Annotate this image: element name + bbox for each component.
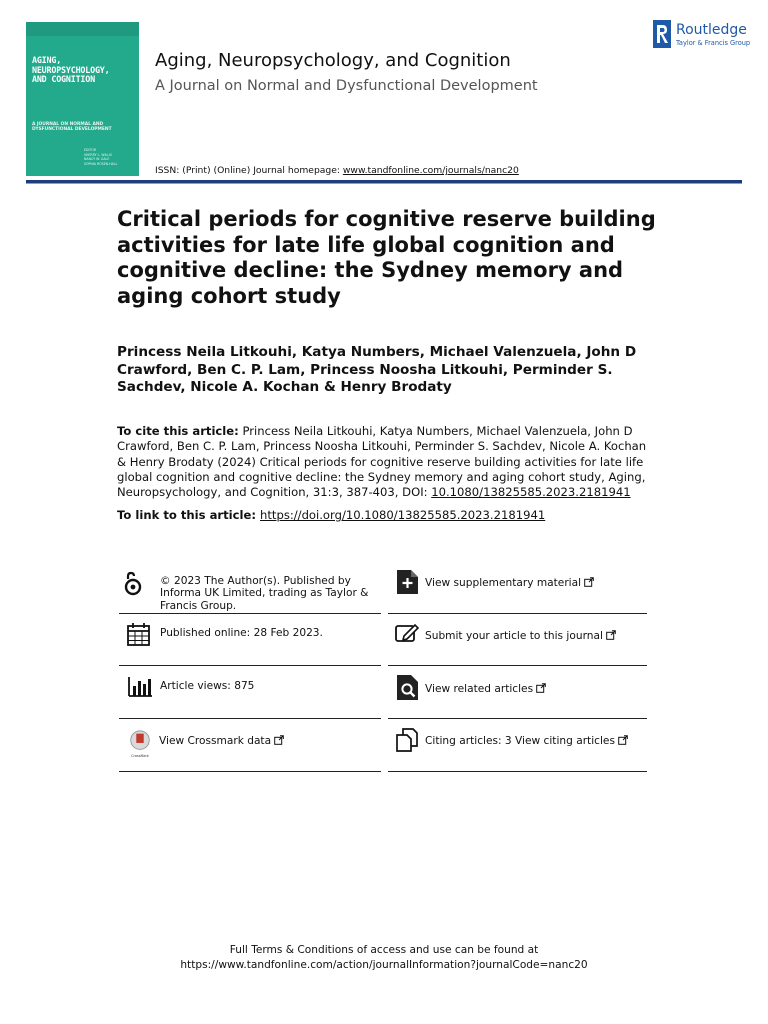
grid-divider <box>388 771 647 772</box>
article-authors: Princess Neila Litkouhi, Katya Numbers, Michael Valenzuela, John D Crawford, Ben C. P. Lam, Princess Noosha Litkouhi, Perminder S. Sachdev, Nicole A. Kochan & Henry Brodaty <box>117 344 637 395</box>
footer-terms-url[interactable]: https://www.tandfonline.com/action/journalInformation?journalCode=nanc20 <box>180 959 588 971</box>
cover-subtitle: A JOURNAL ON NORMAL AND DYSFUNCTIONAL DEVELOPMENT <box>32 122 112 132</box>
related-text <box>425 683 645 695</box>
issn-line <box>155 165 519 176</box>
supplementary-label[interactable]: View supplementary material <box>425 577 582 589</box>
external-link-icon <box>584 577 594 587</box>
cite-label: To cite this article: <box>117 424 239 438</box>
published-text: Published online: 28 Feb 2023. <box>160 627 323 639</box>
crossmark-icon <box>127 729 153 755</box>
submit-text <box>425 630 645 642</box>
document-plus-icon <box>395 570 421 596</box>
external-link-icon <box>606 630 616 640</box>
bar-chart-icon <box>127 674 153 700</box>
article-link-line <box>117 508 677 522</box>
grid-divider <box>119 718 381 719</box>
link-label: To link to this article: <box>117 508 261 522</box>
grid-divider <box>388 665 647 666</box>
citing-label[interactable]: Citing articles: 3 View citing articles <box>425 735 615 747</box>
crossmark-text <box>159 735 379 747</box>
citation-block <box>117 424 657 500</box>
grid-divider <box>119 771 381 772</box>
grid-divider <box>119 613 381 614</box>
external-link-icon <box>536 683 546 693</box>
journal-homepage-link[interactable]: www.tandfonline.com/journals/nanc20 <box>342 165 519 176</box>
article-doi-url[interactable]: https://doi.org/10.1080/13825585.2023.2181941 <box>260 508 546 522</box>
submit-label[interactable]: Submit your article to this journal <box>425 630 603 642</box>
grid-divider <box>119 665 381 666</box>
open-access-icon <box>119 570 145 596</box>
footer <box>0 943 768 973</box>
article-title: Critical periods for cognitive reserve building activities for late life global cognition and cognitive decline: the Sydney memory and aging cohort study <box>117 207 656 308</box>
related-label[interactable]: View related articles <box>425 683 534 695</box>
views-text: Article views: 875 <box>160 680 255 692</box>
calendar-icon <box>126 621 152 647</box>
routledge-r-icon <box>653 20 671 48</box>
cover-title: AGING, NEUROPSYCHOLOGY, AND COGNITION <box>32 55 110 85</box>
journal-subtitle: A Journal on Normal and Dysfunctional Development <box>155 78 538 94</box>
footer-terms-line: Full Terms & Conditions of access and use can be found at <box>229 944 539 956</box>
edit-icon <box>394 622 420 648</box>
crossmark-icon-label: CrossMark <box>131 754 149 758</box>
routledge-logo[interactable] <box>653 20 753 50</box>
issn-label: ISSN: (Print) (Online) Journal homepage: <box>155 165 343 176</box>
cover-top-strip <box>26 22 139 36</box>
citing-text <box>425 735 645 747</box>
header-divider-thin <box>26 183 742 184</box>
journal-title: Aging, Neuropsychology, and Cognition <box>155 50 511 71</box>
cite-text: Princess Neila Litkouhi, Katya Numbers, Michael Valenzuela, John D Crawford, Ben C. P. Lam, Princess Noosha Litkouhi, Perminder S. Sachdev, Nicole A. Kochan & Henry Brodaty (2024) Critical periods for cognitive reserve building activities for late life global cognition and cognitive decline: the Sydney memory and aging cohort study, Aging, Neuropsychology, and Cognition, 31:3, 387-403, DOI: <box>117 424 647 500</box>
external-link-icon <box>274 735 284 745</box>
search-document-icon <box>395 675 421 701</box>
crossmark-label[interactable]: View Crossmark data <box>159 735 272 747</box>
supplementary-text <box>425 577 645 589</box>
open-access-text: © 2023 The Author(s). Published by Informa UK Limited, trading as Taylor & Francis Group. <box>160 575 369 612</box>
publisher-tagline: Taylor & Francis Group <box>676 39 751 47</box>
publisher-name: Routledge <box>676 22 747 38</box>
grid-divider <box>388 613 647 614</box>
citing-documents-icon <box>395 727 421 753</box>
journal-cover <box>26 22 139 176</box>
grid-divider <box>388 718 647 719</box>
doi-link[interactable]: 10.1080/13825585.2023.2181941 <box>431 485 631 500</box>
cover-editors: EDITOR SHERRY L. WILLIS NANCY W. GALE SOPHIA ROSEN-HALL <box>84 148 118 166</box>
external-link-icon <box>618 735 628 745</box>
